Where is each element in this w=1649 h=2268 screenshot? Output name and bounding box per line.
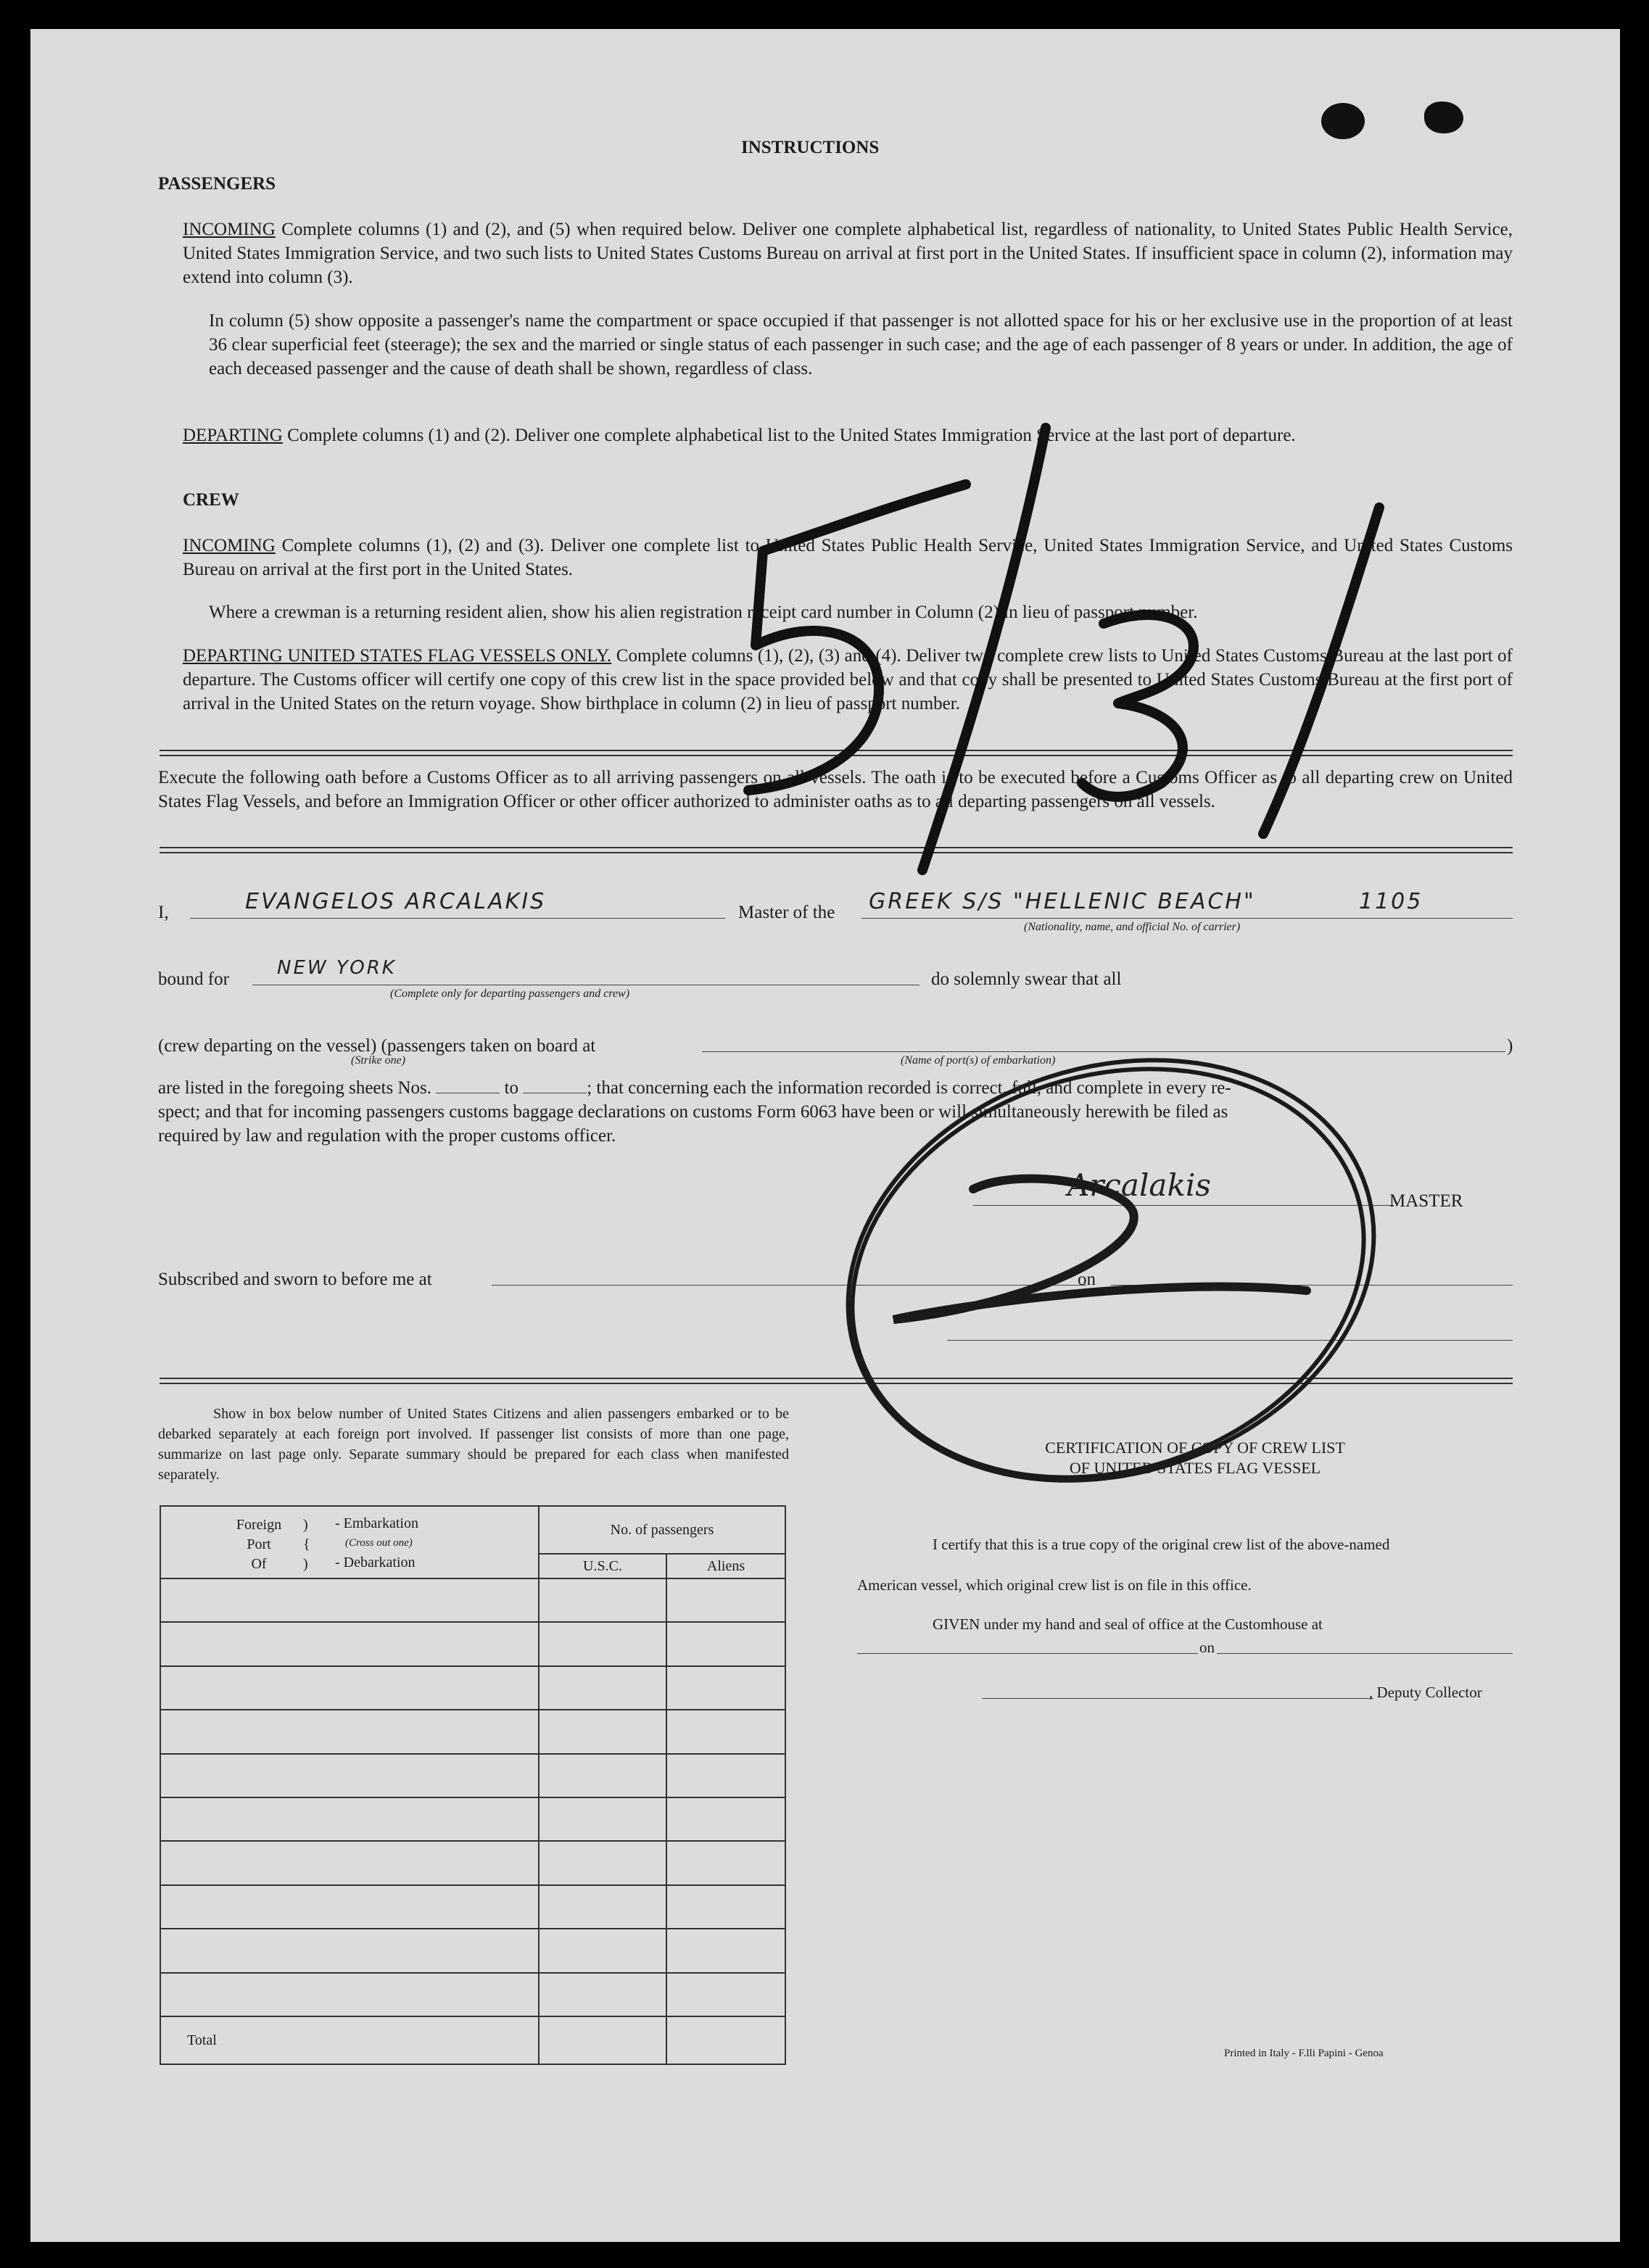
vessel-name: GREEK S/S "HELLENIC BEACH": [869, 889, 1256, 914]
cross-out-caption: (Cross out one): [345, 1537, 413, 1549]
bound-for-label: bound for: [158, 969, 229, 989]
brace-icon: ) { ): [303, 1517, 310, 1572]
oath-instruction: Execute the following oath before a Customs Officer as to all arriving passengers on all vessels. The oath is to be executed before a Customs Officer as to all departing crew on United States Flag Vessels, and before an Immigration Officer or other officer authorized to administer oaths as to all departing passengers on all vessels.: [158, 768, 1513, 811]
swear-text: do solemnly swear that all: [931, 969, 1122, 989]
incoming-label: INCOMING: [183, 220, 276, 239]
crewman-instruction: Where a crewman is a returning resident alien, show his alien registration receipt card number in Column (2) in lieu of passport number.: [209, 603, 1198, 622]
incoming-text: Complete columns (1) and (2), and (5) when required below. Deliver one complete alphabetical list, regardless of nationality, to United States Public Health Service, United States Immigration Service, and two such lists to United States Customs Bureau on arrival at first port in the United States. If insufficient space in column (2), information may extend into column (3).: [183, 220, 1513, 287]
strike-caption: (Strike one): [351, 1054, 406, 1067]
departing-us-text: Complete columns (1), (2), (3) and (4). Deliver two complete crew lists to United States Customs Bureau at the last port of departure. The Customs officer will certify one copy of this crew list in the space provided below and that copy shall be presented to United States Customs Bureau at the first port of arrival in the United States on the return voyage. Show birthplace in column (2) in lieu of passport number.: [183, 646, 1513, 713]
debarkation-label: - Debarkation: [335, 1555, 416, 1570]
vessel-caption: (Nationality, name, and official No. of carrier): [1024, 921, 1241, 933]
certification-title-2: OF UNITED STATES FLAG VESSEL: [1069, 1459, 1321, 1477]
usc-header: U.S.C.: [539, 1554, 666, 1578]
bound-caption: (Complete only for departing passengers and crew): [390, 988, 630, 1000]
crew-heading: CREW: [183, 490, 239, 510]
master-name: EVANGELOS ARCALAKIS: [245, 889, 547, 914]
crew-incoming-label: INCOMING: [183, 536, 276, 555]
ports-caption: (Name of port(s) of embarkation): [901, 1054, 1056, 1067]
vessel-official-no: 1105: [1359, 889, 1423, 914]
embarkation-label: - Embarkation: [335, 1515, 418, 1531]
master-of-label: Master of the: [738, 903, 835, 922]
crew-incoming-text: Complete columns (1), (2) and (3). Deliver one complete list to United States Public Health Service, United States Immigration Service, and United States Customs Bureau on arrival at the first port in the United States.: [183, 536, 1513, 579]
listed-line-3: required by law and regulation with the proper customs officer.: [158, 1126, 616, 1146]
oath-i-label: I,: [158, 903, 169, 922]
passengers-heading: PASSENGERS: [158, 174, 276, 194]
aliens-header: Aliens: [666, 1554, 785, 1578]
deputy-collector-label: , Deputy Collector: [1369, 1684, 1482, 1701]
departing-text: Complete columns (1) and (2). Deliver one complete alphabetical list to the United States Immigration Service at the last port of departure.: [287, 426, 1296, 445]
certification-line-3: GIVEN under my hand and seal of office at the Customhouse at: [933, 1615, 1323, 1633]
foreign-port-of: Foreign Port Of: [236, 1517, 282, 1572]
no-passengers-header: No. of passengers: [539, 1506, 785, 1554]
document-page: [30, 29, 1620, 2242]
listed-pre: are listed in the foregoing sheets Nos.: [158, 1078, 431, 1098]
close-paren: ): [1507, 1036, 1513, 1056]
listed-to: to: [504, 1078, 518, 1098]
bound-for-value: NEW YORK: [277, 957, 397, 979]
listed-post: ; that concerning each the information recorded is correct, full, and complete in every re-: [587, 1078, 1231, 1098]
crew-departing-text: (crew departing on the vessel) (passengers taken on board at: [158, 1036, 596, 1056]
summary-note: Show in box below number of United States Citizens and alien passengers embarked or to be debarked separately at each foreign port involved. If passenger list consists of more than one page, summarize on last page only. Separate summary should be prepared for each class when manifested separately.: [158, 1406, 789, 1483]
subscribed-label: Subscribed and sworn to before me at: [158, 1270, 432, 1289]
handwritten-annotations: [30, 29, 1620, 2242]
instructions-title: INSTRUCTIONS: [741, 138, 880, 157]
listed-line-2: spect; and that for incoming passengers customs baggage declarations on customs Form 6063 have been or will simultaneously herewith be filed as: [158, 1102, 1228, 1122]
certification-title-1: CERTIFICATION OF COPY OF CREW LIST: [1045, 1439, 1345, 1457]
circled-number-handwriting: [793, 994, 1429, 1546]
master-label: MASTER: [1389, 1191, 1463, 1211]
master-signature: Arcalakis: [1067, 1167, 1211, 1203]
certification-on: on: [1199, 1639, 1215, 1656]
column5-instruction: In column (5) show opposite a passenger's name the compartment or space occupied if that passenger is not allotted space for his or her exclusive use in the proportion of at least 36 clear superficial feet (steerage); the sex and the married or single status of each passenger in such case; and the age of each passenger of 8 years or under. In addition, the age of each deceased passenger and the cause of death shall be shown, regardless of class.: [209, 311, 1513, 378]
departing-us-label: DEPARTING UNITED STATES FLAG VESSELS ONLY.: [183, 646, 612, 666]
departing-label: DEPARTING: [183, 426, 283, 445]
total-label: Total: [160, 2016, 539, 2064]
printer-imprint: Printed in Italy - F.lli Papini - Genoa: [1224, 2048, 1384, 2059]
certification-line-2: American vessel, which original crew list is on file in this office.: [857, 1576, 1252, 1594]
big-number-handwriting: [748, 428, 1379, 870]
certification-line-1: I certify that this is a true copy of the original crew list of the above-named: [933, 1536, 1390, 1553]
subscribed-on-label: on: [1078, 1270, 1096, 1289]
